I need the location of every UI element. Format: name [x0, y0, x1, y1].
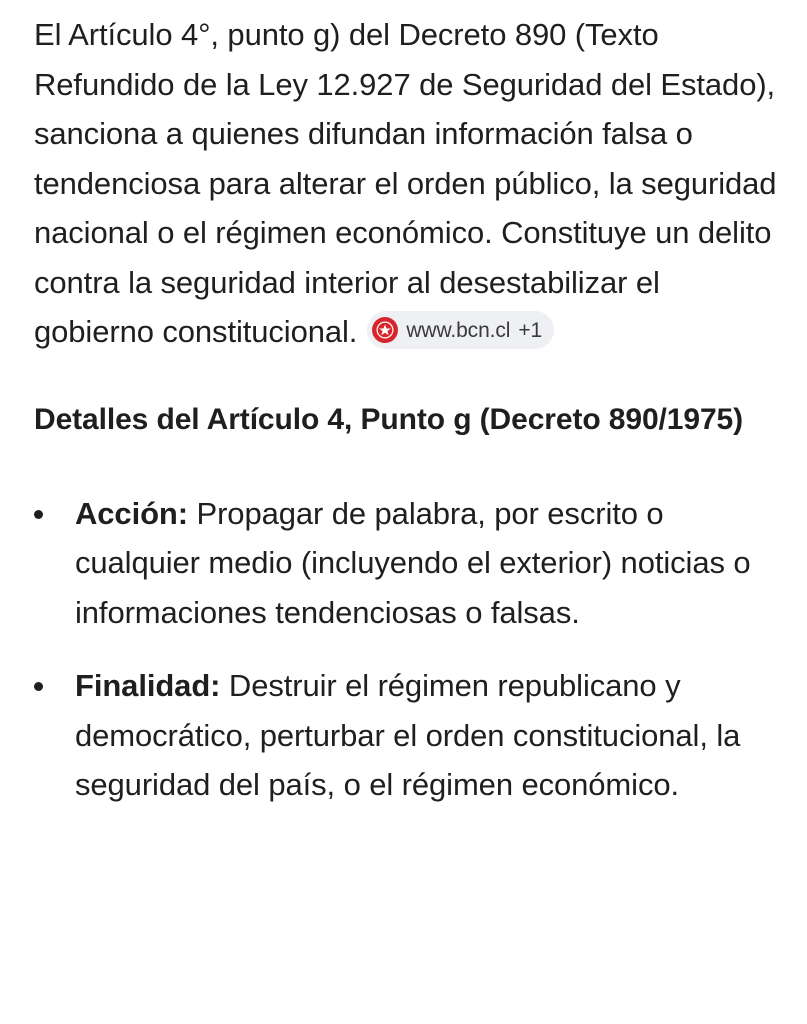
section-heading: Detalles del Artículo 4, Punto g (Decreto 890/1975) — [34, 402, 744, 436]
bullet-icon — [34, 682, 43, 691]
list-item — [34, 489, 779, 638]
intro-paragraph — [34, 10, 779, 357]
item-text: Propagar de palabra, por escrito o cualquier medio (incluyendo el exterior) noticias o informaciones tendenciosas o falsas. — [75, 495, 751, 630]
item-term: Acción: — [75, 495, 188, 531]
bullet-icon — [34, 510, 43, 519]
item-text: Destruir el régimen republicano y democrático, perturbar el orden constitucional, la seguridad del país, o el régimen económico. — [75, 668, 741, 802]
source-chip-label: www.bcn.cl — [406, 318, 511, 342]
item-term: Finalidad: — [75, 668, 221, 703]
source-chip[interactable] — [367, 311, 554, 349]
list-item — [34, 661, 779, 810]
intro-text: El Artículo 4°, punto g) del Decreto 890 (Texto Refundido de la Ley 12.927 de Seguridad del Estado), sanciona a quienes difundan información falsa o tendenciosa para alterar el orden público, la seguridad nacional o el régimen económico. Constituye un delito contra la seguridad interior al desestabilizar el gobierno constitucional. — [34, 17, 777, 349]
bcn-star-icon — [372, 317, 398, 343]
details-list — [34, 489, 779, 810]
source-chip-count: +1 — [518, 318, 543, 342]
